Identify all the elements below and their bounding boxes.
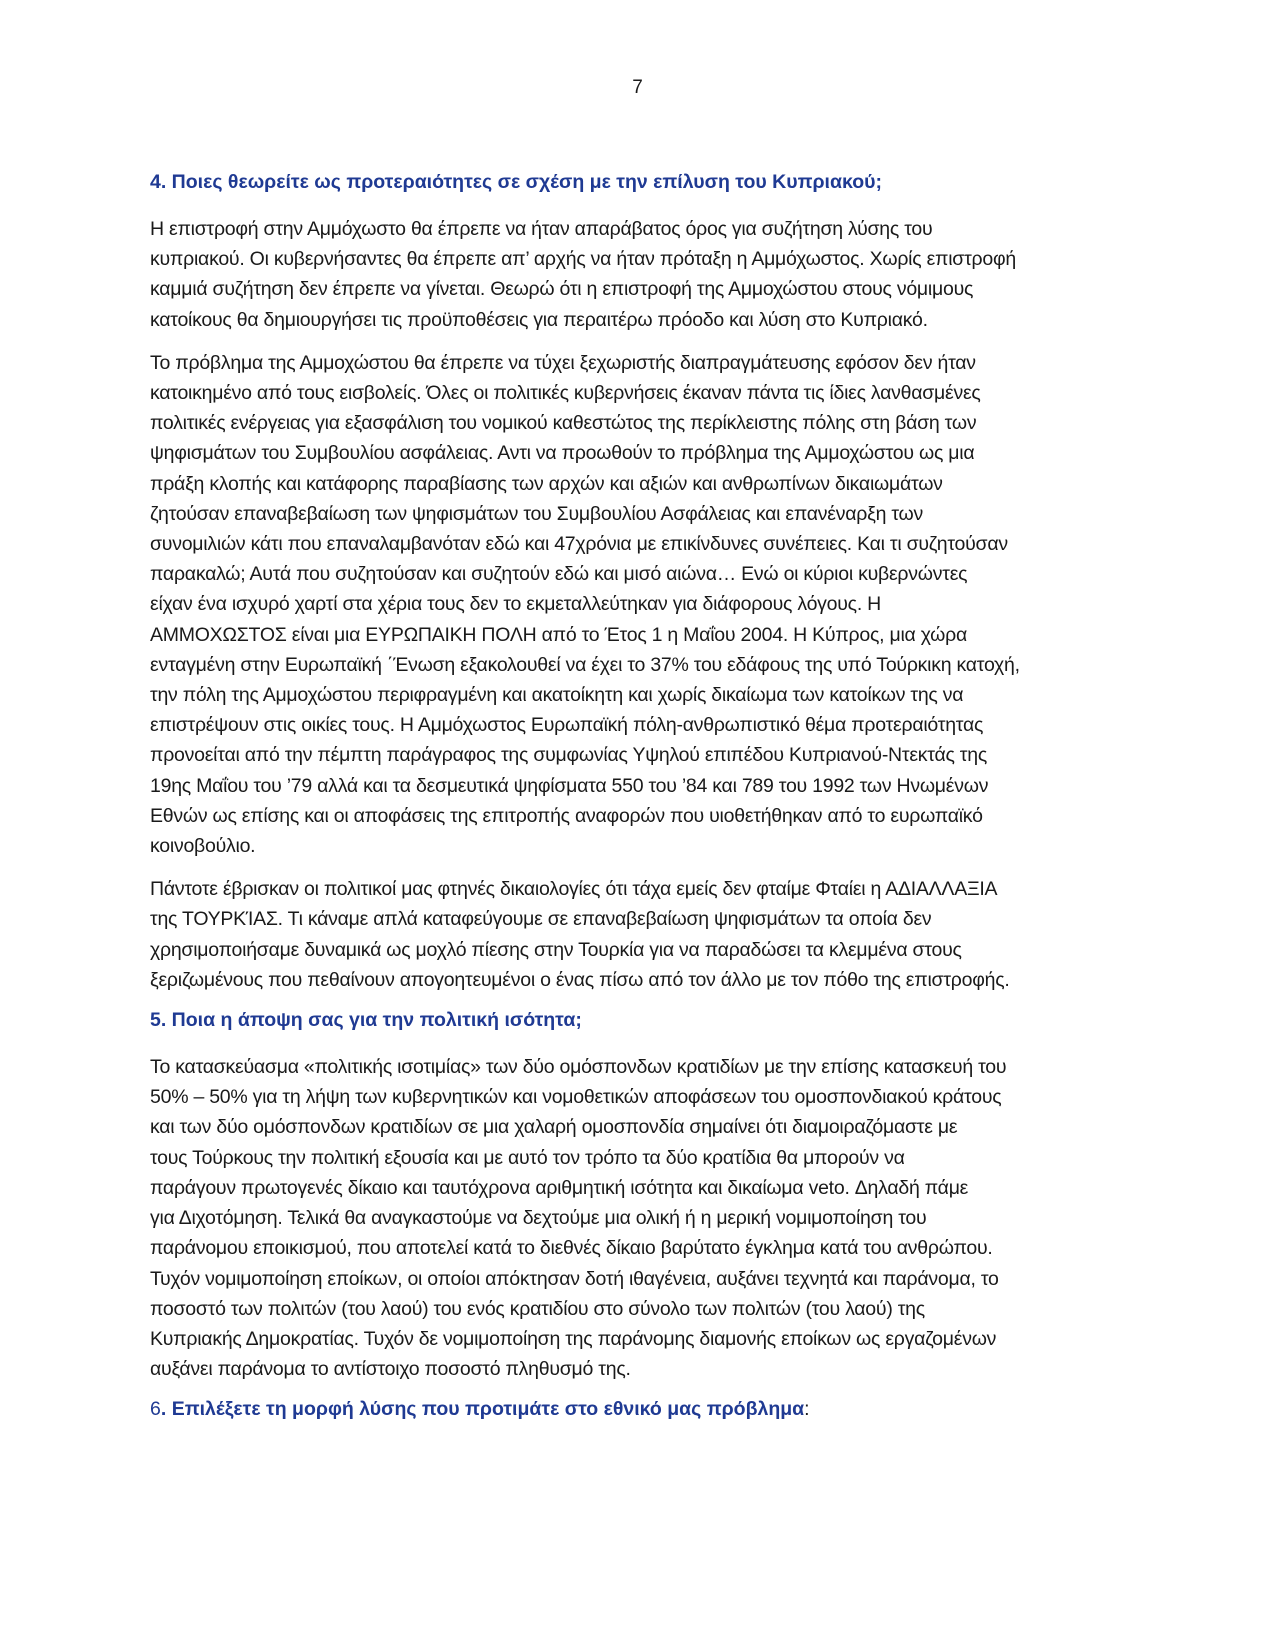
text-line: Τυχόν νομιμοποίηση εποίκων, οι οποίοι απόκτησαν δοτή ιθαγένεια, αυξάνει τεχνητά και παράνομα, το xyxy=(150,1267,999,1290)
section-6-colon: : xyxy=(804,1398,810,1421)
text-line: και των δύο ομόσπονδων κρατιδίων σε μια χαλαρή ομοσπονδία σημαίνει ότι διαμοιραζόμαστε με xyxy=(150,1116,958,1139)
text-line: κοινοβούλιο. xyxy=(150,835,256,858)
text-line: ψηφισμάτων του Συμβουλίου ασφάλειας. Αντι να προωθούν το πρόβλημα της Αμμοχώστου ως μια xyxy=(150,442,975,465)
text-line: επιστρέψουν στις οικίες τους. Η Αμμόχωστος Ευρωπαϊκή πόλη-ανθρωπιστικό θέμα προτεραιότητας xyxy=(150,714,984,737)
text-line: της ΤΟΥΡΚΊΑΣ. Τι κάναμε απλά καταφεύγουμε σε επαναβεβαίωση ψηφισμάτων τα οποία δεν xyxy=(150,908,932,931)
text-line: κυπριακού. Οι κυβερνήσαντες θα έπρεπε απ’ αρχής να ήταν πρόταξη η Αμμόχωστος. Χωρίς επιστροφή xyxy=(150,248,1016,271)
text-line: ΑΜΜΟΧΩΣΤΟΣ είναι μια ΕΥΡΩΠΑΙΚΗ ΠΟΛΗ από το Έτος 1 η Μαΐου 2004. Η Κύπρος, μια χώρα xyxy=(150,623,968,646)
section-6-title: . Επιλέξετε τη μορφή λύσης που προτιμάτε στο εθνικό μας πρόβλημα xyxy=(160,1398,805,1421)
text-line: καμμιά συζήτηση δεν έπρεπε να γίνεται. Θεωρώ ότι η επιστροφή της Αμμοχώστου στους νόμιμους xyxy=(150,278,974,301)
text-line: ξεριζωμένους που πεθαίνουν απογοητευμένοι ο ένας πίσω από τον άλλο με τον πόθο της επιστροφής. xyxy=(150,968,1010,991)
section-5-paragraph-1 xyxy=(150,1052,1132,1384)
text-line: ζητούσαν επαναβεβαίωση των ψηφισμάτων του Συμβουλίου Ασφάλειας και επανέναρξη των xyxy=(150,502,924,525)
text-line: προνοείται από την πέμπτη παράγραφος της συμφωνίας Υψηλού επιπέδου Κυπριανού-Ντεκτάς της xyxy=(150,744,987,767)
page-number: 7 xyxy=(632,77,643,98)
section-4-paragraph-3 xyxy=(150,874,1132,995)
section-6-heading xyxy=(150,1397,1132,1421)
text-line: παρακαλώ; Αυτά που συζητούσαν και συζητούν εδώ και μισό αιώνα… Ενώ οι κύριοι κυβερνώντες xyxy=(150,563,968,586)
text-line: 50% – 50% για τη λήψη των κυβερνητικών και νομοθετικών αποφάσεων του ομοσπονδιακού κράτους xyxy=(150,1086,1002,1109)
text-line: χρησιμοποιήσαμε δυναμικά ως μοχλό πίεσης στην Τουρκία για να παραδώσει τα κλεμμένα στους xyxy=(150,938,962,961)
text-line: συνομιλιών κάτι που επαναλαμβανόταν εδώ και 47χρόνια με επικίνδυνες συνέπειες. Και τι συζητούσαν xyxy=(150,533,1008,556)
text-line: για Διχοτόμηση. Τελικά θα αναγκαστούμε να δεχτούμε μια ολική ή η μερική νομιμοποίηση του xyxy=(150,1207,927,1230)
text-line: ποσοστό των πολιτών (του λαού) του ενός κρατιδίου στο σύνολο των πολιτών (του λαού) της xyxy=(150,1297,925,1320)
text-line: Το κατασκεύασμα «πολιτικής ισοτιμίας» των δύο ομόσπονδων κρατιδίων με την επίσης κατασκευή του xyxy=(150,1056,1007,1079)
text-line: Πάντοτε έβρισκαν οι πολιτικοί μας φτηνές δικαιολογίες ότι τάχα εμείς δεν φταίμε Φταίει η ΑΔΙΑΛΛΑΞΙΑ xyxy=(150,878,998,901)
text-line: είχαν ένα ισχυρό χαρτί στα χέρια τους δεν το εκμεταλλεύτηκαν για διάφορους λόγους. Η xyxy=(150,593,881,616)
section-5-heading: 5. Ποια η άποψη σας για την πολιτική ισότητα; xyxy=(150,1009,582,1032)
section-6-number: 6 xyxy=(150,1398,161,1421)
text-line: πράξη κλοπής και κατάφορης παραβίασης των αρχών και αξιών και ανθρωπίνων δικαιωμάτων xyxy=(150,472,943,495)
text-line: Η επιστροφή στην Αμμόχωστο θα έπρεπε να ήταν απαράβατος όρος για συζήτηση λύσης του xyxy=(150,218,933,240)
text-line: την πόλη της Αμμοχώστου περιφραγμένη και ακατοίκητη και χωρίς δικαίωμα των κατοίκων της να xyxy=(150,684,964,707)
text-line: παράγουν πρωτογενές δίκαιο και ταυτόχρονα αριθμητική ισότητα και δικαίωμα veto. Δηλαδή πάμε xyxy=(150,1176,969,1199)
section-4-paragraph-2 xyxy=(150,348,1132,861)
text-line: κατοίκους θα δημιουργήσει τις προϋποθέσεις για περαιτέρω πρόοδο και λύση στο Κυπριακό. xyxy=(150,308,928,331)
text-line: πολιτικές ενέργειας για εξασφάλιση του νομικού καθεστώτος της περίκλειστης πόλης στη βάση των xyxy=(150,412,977,435)
text-line: παράνομου εποικισμού, που αποτελεί κατά το διεθνές δίκαιο βαρύτατο έγκλημα κατά του ανθρώπου. xyxy=(150,1237,993,1260)
text-line: τους Τούρκους την πολιτική εξουσία και με αυτό τον τρόπο τα δύο κρατίδια θα μπορούν να xyxy=(150,1146,905,1169)
text-line: κατοικημένο από τους εισβολείς. Όλες οι πολιτικές κυβερνήσεις έκαναν πάντα τις ίδιες λανθασμένες xyxy=(150,382,981,405)
text-line: αυξάνει παράνομα το αντίστοιχο ποσοστό πληθυσμό της. xyxy=(150,1358,631,1381)
text-line: Το πρόβλημα της Αμμοχώστου θα έπρεπε να τύχει ξεχωριστής διαπραγμάτευσης εφόσον δεν ήταν xyxy=(150,351,976,374)
document-body xyxy=(150,170,1132,1441)
section-4-paragraph-1 xyxy=(150,214,1132,335)
text-line: 19ης Μαΐου του ’79 αλλά και τα δεσμευτικά ψηφίσματα 550 του ’84 και 789 του 1992 των Ηνωμένων xyxy=(150,774,989,797)
text-line: Εθνών ως επίσης και οι αποφάσεις της επιτροπής αναφορών που υιοθετήθηκαν από το ευρωπαϊκό xyxy=(150,804,983,827)
section-4-heading: 4. Ποιες θεωρείτε ως προτεραιότητες σε σχέση με την επίλυση του Κυπριακού; xyxy=(150,171,882,193)
text-line: ενταγμένη στην Ευρωπαϊκή ΄Ένωση εξακολουθεί να έχει το 37% του εδάφους της υπό Τούρκικη κατοχή, xyxy=(150,653,1020,676)
text-line: Κυπριακής Δημοκρατίας. Τυχόν δε νομιμοποίηση της παράνομης διαμονής εποίκων ως εργαζομένων xyxy=(150,1327,997,1350)
